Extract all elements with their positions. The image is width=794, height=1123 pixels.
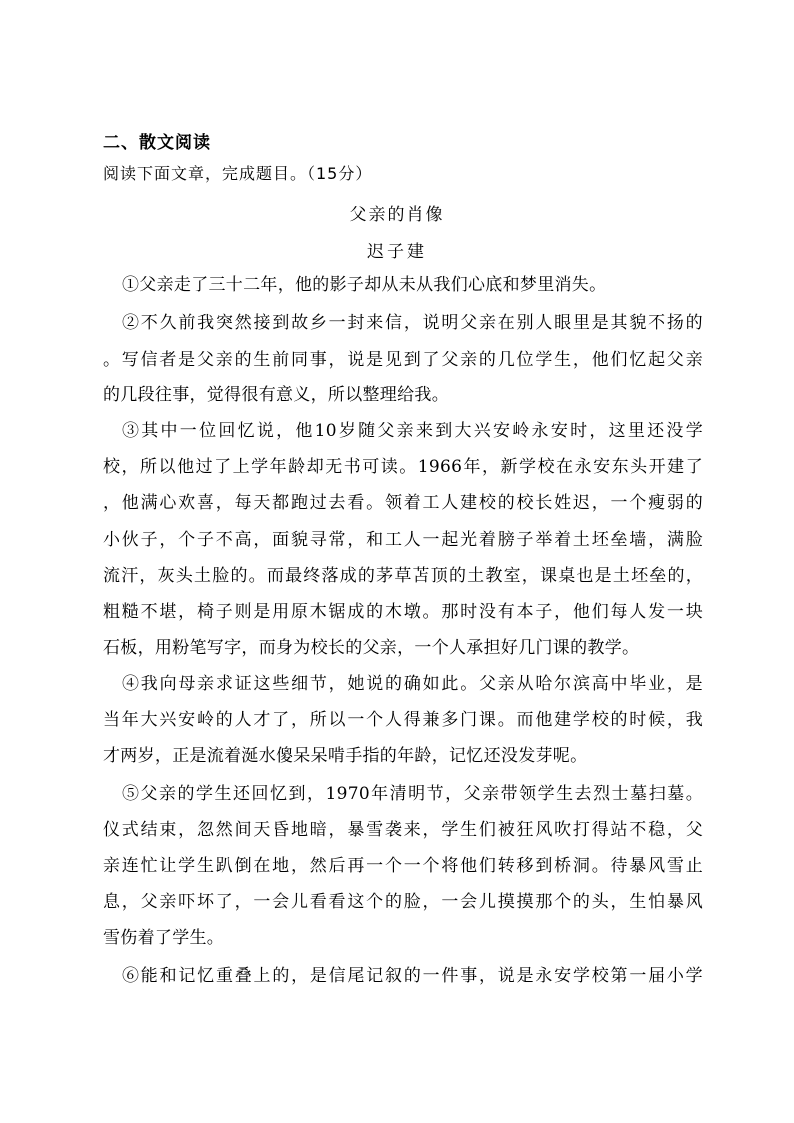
text-line: ⑤父亲的学生还回忆到，1970年清明节，父亲带领学生去烈士墓扫墓。 (122, 784, 703, 804)
text-line: ①父亲走了三十二年，他的影子却从未从我们心底和梦里消失。 (122, 275, 607, 295)
article-title: 父亲的肖像 (349, 205, 445, 225)
text-line: ⑥能和记忆重叠上的，是信尾记叙的一件事，说是永安学校第一届小学 (122, 966, 703, 986)
text-line: 流汗，灰头土脸的。而最终落成的茅草苫顶的土教室，课桌也是土坯垒的， (103, 566, 703, 586)
text-line: 校，所以他过了上学年龄却无书可读。1966年，新学校在永安东头开建了 (103, 457, 703, 477)
text-line: ④我向母亲求证这些细节，她说的确如此。父亲从哈尔滨高中毕业，是 (122, 674, 703, 694)
text-line: 雪伤着了学生。 (103, 928, 225, 948)
text-line: 石板，用粉笔写字，而身为校长的父亲，一个人承担好几门课的教学。 (103, 638, 640, 658)
text-line: 。写信者是父亲的生前同事，说是见到了父亲的几位学生，他们忆起父亲 (103, 350, 703, 370)
text-line: 仪式结束，忽然间天昏地暗，暴雪袭来，学生们被狂风吹打得站不稳，父 (103, 820, 703, 840)
question-instruction: 阅读下面文章，完成题目。（15分） (103, 164, 373, 183)
text-line: 粗糙不堪，椅子则是用原木锯成的木墩。那时没有本子，他们每人发一块 (103, 602, 703, 622)
text-line: 的几段往事，觉得很有意义，所以整理给我。 (103, 385, 449, 405)
text-line: 亲连忙让学生趴倒在地，然后再一个一个将他们转移到桥洞。待暴风雪止 (103, 856, 703, 876)
text-line: ②不久前我突然接到故乡一封来信，说明父亲在别人眼里是其貌不扬的 (122, 313, 703, 333)
text-line: 当年大兴安岭的人才了，所以一个人得兼多门课。而他建学校的时候，我 (103, 710, 703, 730)
text-line: ，他满心欢喜，每天都跑过去看。领着工人建校的校长姓迟，一个瘦弱的 (103, 493, 703, 513)
text-line: 小伙子，个子不高，面貌寻常，和工人一起光着膀子举着土坯垒墙，满脸 (103, 530, 703, 550)
section-heading: 二、散文阅读 (103, 133, 211, 153)
article-author: 迟子建 (367, 242, 427, 262)
text-line: 才两岁，正是流着涎水傻呆呆啃手指的年龄，记忆还没发芽呢。 (103, 746, 588, 766)
text-line: ③其中一位回忆说，他10岁随父亲来到大兴安岭永安时，这里还没学 (122, 421, 703, 441)
text-line: 息，父亲吓坏了，一会儿看看这个的脸，一会儿摸摸那个的头，生怕暴风 (103, 892, 703, 912)
